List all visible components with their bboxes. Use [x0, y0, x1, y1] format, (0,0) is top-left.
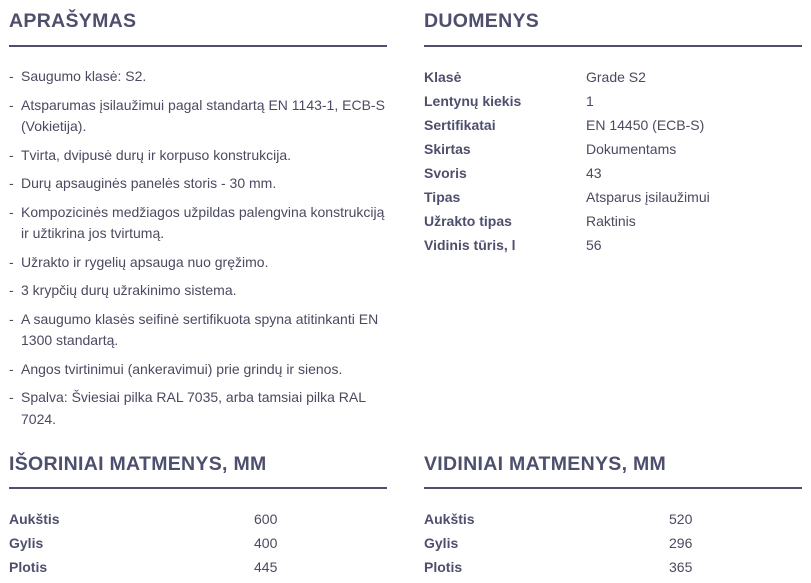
row-value: 56: [586, 237, 602, 253]
data-title: DUOMENYS: [424, 10, 540, 32]
row-label: Lentynų kiekis: [424, 93, 522, 109]
row-label: Plotis: [424, 559, 463, 575]
table-row: [424, 91, 802, 115]
data-table: [424, 67, 802, 259]
list-item: - Angos tvirtinimui (ankeravimui) prie grindų ir sienos.: [9, 359, 387, 381]
row-value: 400: [254, 535, 278, 551]
table-row: [424, 235, 802, 259]
row-value: 445: [254, 559, 278, 575]
table-row: [424, 67, 802, 91]
row-value: Raktinis: [586, 213, 636, 229]
table-row: [424, 557, 802, 581]
row-value: 296: [669, 535, 693, 551]
row-value: 520: [669, 511, 693, 527]
data-divider: [424, 45, 802, 47]
outer-dimensions-table: [9, 509, 387, 581]
row-label: Gylis: [9, 535, 44, 551]
row-label: Aukštis: [9, 511, 60, 527]
list-item: - Kompozicinės medžiagos užpildas palengvina konstrukciją ir užtikrina jos tvirtumą.: [9, 202, 387, 245]
row-value: Dokumentams: [586, 141, 677, 157]
row-label: Svoris: [424, 165, 467, 181]
table-row: [424, 533, 802, 557]
table-row: [424, 163, 802, 187]
list-item: - Atsparumas įsilaužimui pagal standartą EN 1143-1, ECB-S (Vokietija).: [9, 95, 387, 138]
row-label: Sertifikatai: [424, 117, 496, 133]
row-label: Gylis: [424, 535, 459, 551]
row-value: 1: [586, 93, 594, 109]
table-row: [424, 211, 802, 235]
table-row: [9, 509, 387, 533]
table-row: [424, 139, 802, 163]
list-item: - A saugumo klasės seifinė sertifikuota spyna atitinkanti EN 1300 standartą.: [9, 309, 387, 352]
row-label: Skirtas: [424, 141, 471, 157]
row-value: 43: [586, 165, 602, 181]
row-value: 600: [254, 511, 278, 527]
inner-dimensions-table: [424, 509, 802, 581]
description-list: [9, 66, 387, 437]
list-item: - Saugumo klasė: S2.: [9, 66, 387, 88]
table-row: [424, 187, 802, 211]
description-divider: [9, 45, 387, 47]
row-label: Tipas: [424, 189, 461, 205]
list-item: - Spalva: Šviesiai pilka RAL 7035, arba tamsiai pilka RAL 7024.: [9, 387, 387, 430]
row-value: Grade S2: [586, 69, 646, 85]
row-label: Plotis: [9, 559, 48, 575]
table-row: [9, 533, 387, 557]
description-title: APRAŠYMAS: [9, 10, 137, 32]
list-item: - Tvirta, dvipusė durų ir korpuso konstrukcija.: [9, 145, 387, 167]
list-item: - 3 krypčių durų užrakinimo sistema.: [9, 280, 387, 302]
table-row: [424, 509, 802, 533]
outer-dimensions-divider: [9, 487, 387, 489]
row-label: Užrakto tipas: [424, 213, 512, 229]
row-label: Aukštis: [424, 511, 475, 527]
list-item: - Durų apsauginės panelės storis - 30 mm.: [9, 173, 387, 195]
row-value: EN 14450 (ECB-S): [586, 117, 705, 133]
list-item: - Užrakto ir rygelių apsauga nuo gręžimo.: [9, 252, 387, 274]
row-label: Vidinis tūris, l: [424, 237, 516, 253]
table-row: [424, 115, 802, 139]
table-row: [9, 557, 387, 581]
inner-dimensions-divider: [424, 487, 802, 489]
row-label: Klasė: [424, 69, 462, 85]
row-value: Atsparus įsilaužimui: [586, 189, 710, 205]
outer-dimensions-title: IŠORINIAI MATMENYS, MM: [9, 453, 267, 475]
inner-dimensions-title: VIDINIAI MATMENYS, MM: [424, 453, 667, 475]
row-value: 365: [669, 559, 693, 575]
